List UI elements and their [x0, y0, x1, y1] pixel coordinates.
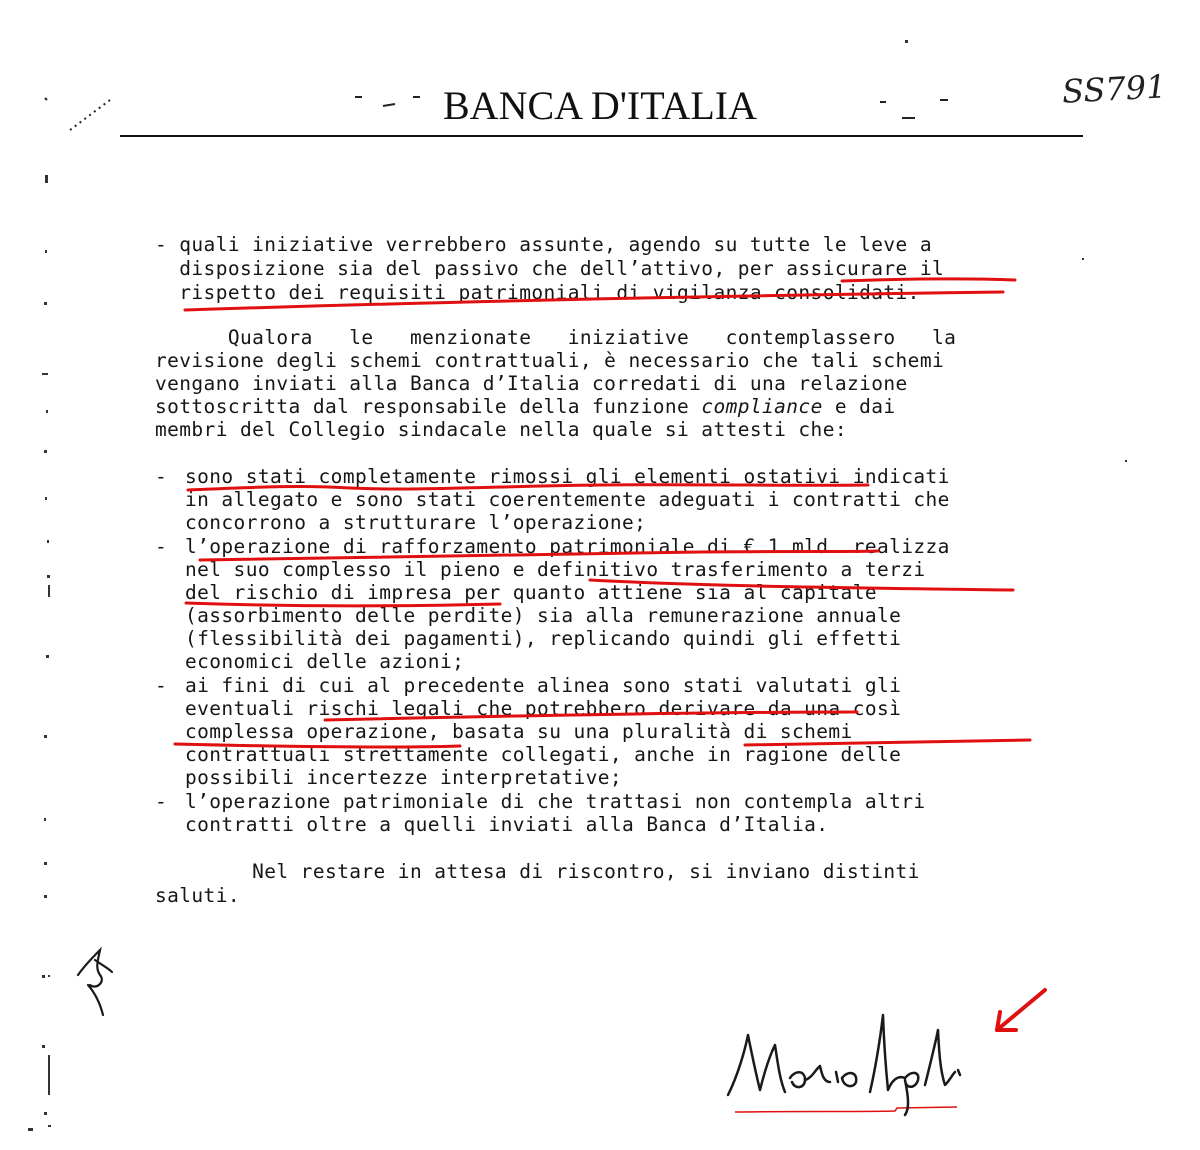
- text-line: economici delle azioni;: [185, 650, 465, 673]
- text-line: ai fini di cui al precedente alinea sono stati valutati gli: [185, 674, 902, 697]
- text-line: in allegato e sono stati coerentemente adeguati i contratti che: [185, 488, 950, 511]
- text-line: possibili incertezze interpretative;: [185, 766, 623, 789]
- text-line: [155, 395, 896, 418]
- text-line: (flessibilità dei pagamenti), replicando quindi gli effetti: [185, 627, 902, 650]
- letterhead-rule: [120, 135, 1083, 137]
- letterhead-title: BANCA D'ITALIA: [443, 83, 757, 128]
- bullet-dash: -: [155, 465, 167, 488]
- text-line: del rischio di impresa per quanto attiene sia al capitale: [185, 581, 877, 604]
- text-line: vengano inviati alla Banca d’Italia corredati di una relazione: [155, 372, 908, 395]
- text-line: sono stati completamente rimossi gli elementi ostativi indicati: [185, 465, 950, 488]
- text-line: concorrono a strutturare l’operazione;: [185, 511, 647, 534]
- italic-term: compliance: [701, 395, 823, 418]
- signature-text: Mario Draghi: [840, 1140, 848, 1141]
- handwritten-reference-number: SS791: [1061, 67, 1168, 111]
- text-line: contratti oltre a quelli inviati alla Banca d’Italia.: [185, 813, 829, 836]
- bullet-dash: -: [155, 674, 167, 697]
- text-line: rispetto dei requisiti patrimoniali di vigilanza consolidati.: [155, 281, 920, 304]
- text-line: saluti.: [155, 884, 240, 907]
- text-line: l’operazione patrimoniale di che trattasi non contempla altri: [185, 790, 926, 813]
- text-segment: sottoscritta dal responsabile della funzione: [155, 395, 702, 418]
- signature-underline: [735, 1107, 957, 1112]
- text-line: Qualora le menzionate iniziative contemplassero la: [155, 326, 957, 349]
- bullet-dash: -: [155, 790, 167, 813]
- text-line: (assorbimento delle perdite) sia alla remunerazione annuale: [185, 604, 902, 627]
- text-line: contrattuali strettamente collegati, anche in ragione delle: [185, 743, 902, 766]
- text-line: nel suo complesso il pieno e definitivo trasferimento a terzi: [185, 558, 926, 581]
- text-line: complessa operazione, basata su una pluralità di schemi: [185, 720, 853, 743]
- text-line: disposizione sia del passivo che dell’attivo, per assicurare il: [155, 257, 945, 280]
- text-line: revisione degli schemi contrattuali, è necessario che tali schemi: [155, 349, 945, 372]
- red-arrow-icon: [997, 990, 1045, 1030]
- text-line: l’operazione di rafforzamento patrimoniale di € 1 mld. realizza: [185, 535, 950, 558]
- text-line: Nel restare in attesa di riscontro, si inviano distinti: [155, 860, 920, 883]
- bullet-dash: -: [155, 535, 167, 558]
- text-line: - quali iniziative verrebbero assunte, agendo su tutte le leve a: [155, 233, 932, 256]
- text-segment: e dai: [822, 395, 896, 418]
- text-line: membri del Collegio sindacale nella quale si attesti che:: [155, 418, 847, 441]
- text-line: eventuali rischi legali che potrebbero derivare da una così: [185, 697, 902, 720]
